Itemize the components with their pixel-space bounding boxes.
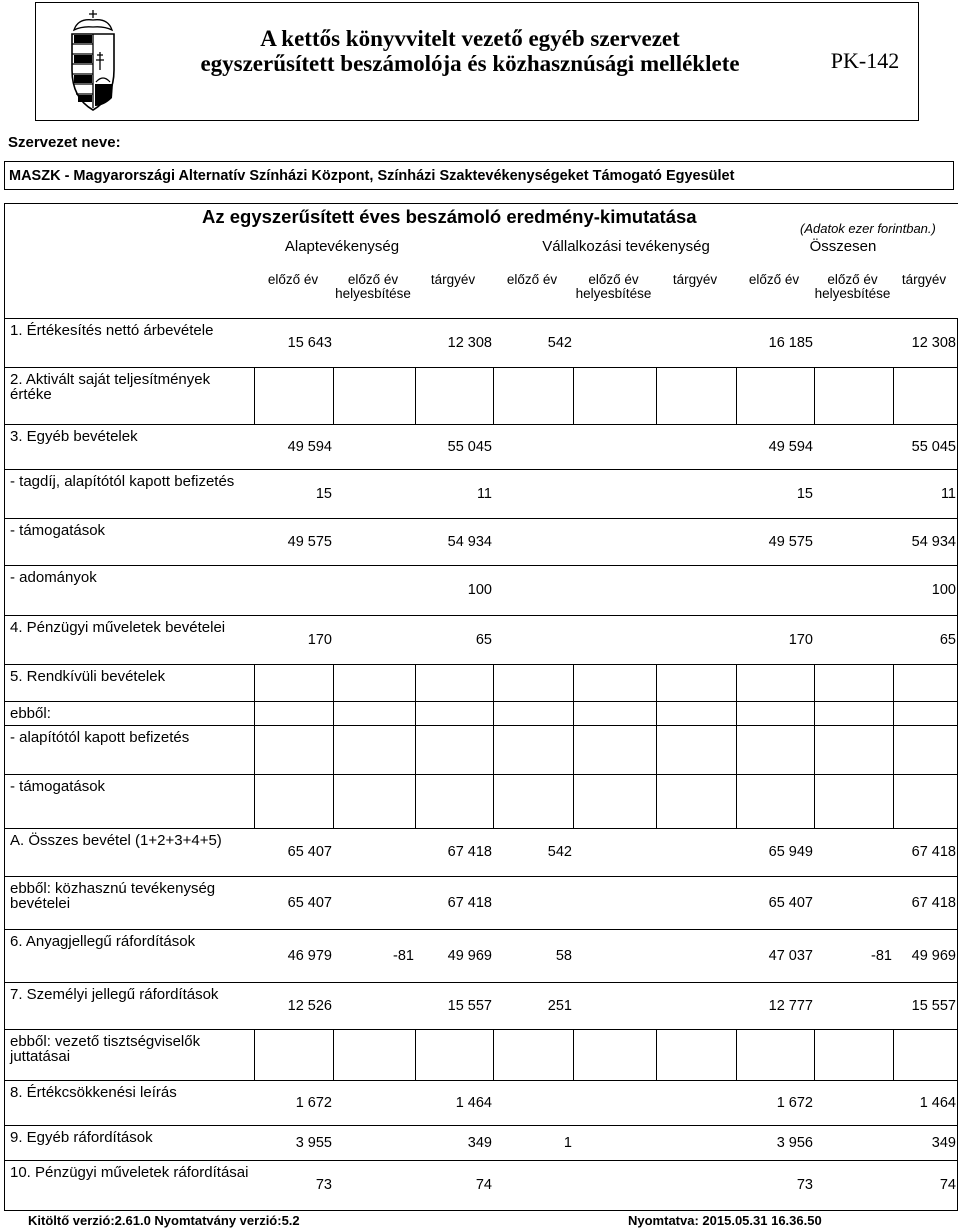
row-label: 1. Értékesítés nettó árbevétele	[10, 322, 214, 339]
cell-value: 49 969	[447, 948, 492, 964]
row-label: ebből: vezető tisztségviselők juttatásai	[10, 1033, 201, 1065]
row-label: 5. Rendkívüli bevételek	[10, 668, 166, 685]
row-divider	[4, 615, 958, 616]
column-header	[890, 273, 958, 287]
unit-note: (Adatok ezer forintban.)	[800, 221, 936, 236]
cell-divider	[573, 774, 574, 828]
cell-divider	[893, 1029, 894, 1080]
cell-divider	[333, 725, 334, 774]
row-divider	[4, 424, 958, 425]
cell-divider	[333, 664, 334, 701]
cell-divider	[893, 774, 894, 828]
cell-divider	[656, 1029, 657, 1080]
row-divider	[4, 469, 958, 470]
group-header-business: Vállalkozási tevékenység	[542, 238, 710, 255]
table-title: Az egyszerűsített éves beszámoló eredmény-kimutatása	[202, 206, 697, 227]
cell-divider	[656, 367, 657, 424]
row-divider	[4, 1160, 958, 1161]
cell-value: 46 979	[287, 948, 332, 964]
cell-value: 67 418	[911, 895, 956, 911]
cell-divider	[957, 367, 958, 424]
cell-divider	[736, 664, 737, 701]
cell-divider	[656, 774, 657, 828]
cell-value: 55 045	[447, 439, 492, 455]
cell-value: 47 037	[768, 948, 813, 964]
column-header	[252, 273, 334, 287]
row-label: ebből:	[10, 705, 51, 722]
column-header-line1: előző év	[347, 272, 399, 287]
cell-divider	[957, 664, 958, 701]
cell-value: 74	[939, 1177, 956, 1193]
column-header	[733, 273, 815, 287]
cell-divider	[957, 701, 958, 725]
column-header-line1: tárgyév	[901, 272, 947, 287]
row-divider	[4, 929, 958, 930]
cell-divider	[573, 367, 574, 424]
cell-value: 65 949	[768, 844, 813, 860]
row-label: 3. Egyéb bevételek	[10, 428, 138, 445]
cell-divider	[893, 664, 894, 701]
column-header-line1: előző év	[748, 272, 800, 287]
cell-value: 65 407	[287, 895, 332, 911]
row-divider	[4, 565, 958, 566]
cell-value: 15	[315, 486, 332, 502]
row-label: 10. Pénzügyi műveletek ráfordításai	[10, 1164, 249, 1181]
cell-divider	[333, 367, 334, 424]
cell-divider	[814, 725, 815, 774]
column-header	[490, 273, 574, 287]
cell-value: 12 526	[287, 998, 332, 1014]
cell-divider	[656, 664, 657, 701]
cell-divider	[493, 725, 494, 774]
row-divider	[4, 876, 958, 877]
row-label: ebből: közhasznú tevékenység bevételei	[10, 880, 216, 912]
cell-divider	[656, 725, 657, 774]
cell-divider	[814, 701, 815, 725]
row-label: 9. Egyéb ráfordítások	[10, 1129, 153, 1146]
column-header-line1: előző év	[506, 272, 558, 287]
cell-divider	[493, 701, 494, 725]
cell-value: 16 185	[768, 335, 813, 351]
organization-name: MASZK - Magyarországi Alternatív Színházi Központ, Színházi Szaktevékenységeket Támogató Egyesület	[4, 161, 954, 190]
cell-value: 1 672	[776, 1095, 813, 1111]
cell-divider	[893, 701, 894, 725]
document-title-line1: A kettős könyvvitelt vezető egyéb szervezet	[260, 26, 680, 51]
cell-divider	[957, 725, 958, 774]
cell-divider	[957, 1029, 958, 1080]
cell-divider	[736, 367, 737, 424]
cell-value: 54 934	[447, 534, 492, 550]
row-label: 8. Értékcsökkenési leírás	[10, 1084, 177, 1101]
cell-value: 1 464	[919, 1095, 956, 1111]
cell-value: 1 464	[455, 1095, 492, 1111]
row-divider	[4, 518, 958, 519]
form-code: PK-142	[830, 48, 900, 73]
cell-divider	[736, 1029, 737, 1080]
cell-value: 100	[467, 582, 492, 598]
row-divider	[4, 1125, 958, 1126]
cell-value: 3 955	[295, 1135, 332, 1151]
row-label: - adományok	[10, 569, 97, 586]
cell-value: 58	[555, 948, 572, 964]
row-label: 7. Személyi jellegű ráfordítások	[10, 986, 219, 1003]
cell-value: 15	[796, 486, 813, 502]
cell-divider	[415, 701, 416, 725]
column-header-line2: helyesbítése	[575, 286, 652, 301]
footer-version: Kitöltő verzió:2.61.0 Nyomtatvány verzió:5.2	[28, 1213, 300, 1228]
document-title-line2: egyszerűsített beszámolója és közhasznúsági melléklete	[200, 51, 740, 76]
cell-value: 65 407	[768, 895, 813, 911]
cell-value: 49 594	[768, 439, 813, 455]
cell-value: 55 045	[911, 439, 956, 455]
organization-label: Szervezet neve:	[8, 134, 121, 151]
column-header	[653, 273, 737, 287]
column-header-line1: előző év	[267, 272, 319, 287]
cell-divider	[415, 1029, 416, 1080]
cell-divider	[957, 774, 958, 828]
cell-value: 1	[563, 1135, 572, 1151]
cell-divider	[415, 725, 416, 774]
column-header-line2: helyesbítése	[814, 286, 891, 301]
column-header-line1: tárgyév	[672, 272, 718, 287]
cell-divider	[573, 1029, 574, 1080]
row-divider	[4, 982, 958, 983]
row-label: 2. Aktivált saját teljesítmények értéke	[10, 371, 211, 403]
cell-value: 65	[475, 632, 492, 648]
cell-value: 15 557	[447, 998, 492, 1014]
cell-divider	[736, 774, 737, 828]
cell-divider	[736, 701, 737, 725]
cell-value: 65	[939, 632, 956, 648]
column-header	[570, 273, 657, 301]
cell-divider	[333, 1029, 334, 1080]
cell-value: 74	[475, 1177, 492, 1193]
row-label: A. Összes bevétel (1+2+3+4+5)	[10, 832, 222, 849]
column-header-line1: tárgyév	[430, 272, 476, 287]
cell-value: 65 407	[287, 844, 332, 860]
cell-value: 251	[547, 998, 572, 1014]
cell-value: 49 969	[911, 948, 956, 964]
cell-value: 67 418	[911, 844, 956, 860]
cell-divider	[814, 774, 815, 828]
cell-value: 49 575	[768, 534, 813, 550]
cell-value: 73	[796, 1177, 813, 1193]
cell-divider	[573, 701, 574, 725]
cell-value: 349	[467, 1135, 492, 1151]
row-divider	[4, 318, 958, 319]
cell-value: 15 643	[287, 335, 332, 351]
row-label: 6. Anyagjellegű ráfordítások	[10, 933, 196, 950]
row-label: - alapítótól kapott befizetés	[10, 729, 190, 746]
column-header	[330, 273, 416, 301]
cell-divider	[814, 367, 815, 424]
row-label: - támogatások	[10, 778, 106, 795]
cell-value: 170	[788, 632, 813, 648]
cell-divider	[814, 664, 815, 701]
cell-value: 100	[931, 582, 956, 598]
cell-value: -81	[871, 948, 892, 964]
cell-value: 170	[307, 632, 332, 648]
row-divider	[4, 1080, 958, 1081]
row-divider	[4, 828, 958, 829]
cell-value: 67 418	[447, 895, 492, 911]
cell-divider	[415, 664, 416, 701]
cell-value: 542	[547, 844, 572, 860]
row-label: 4. Pénzügyi műveletek bevételei	[10, 619, 226, 636]
cell-divider	[333, 701, 334, 725]
cell-value: 12 308	[447, 335, 492, 351]
cell-divider	[736, 725, 737, 774]
cell-divider	[656, 701, 657, 725]
cell-value: -81	[393, 948, 414, 964]
cell-divider	[493, 367, 494, 424]
footer-printed: Nyomtatva: 2015.05.31 16.36.50	[628, 1213, 822, 1228]
cell-divider	[415, 774, 416, 828]
column-header	[811, 273, 894, 301]
cell-value: 349	[931, 1135, 956, 1151]
row-label: - tagdíj, alapítótól kapott befizetés	[10, 473, 235, 490]
cell-divider	[333, 774, 334, 828]
cell-value: 12 777	[768, 998, 813, 1014]
cell-value: 3 956	[776, 1135, 813, 1151]
cell-divider	[493, 664, 494, 701]
group-header-basic: Alaptevékenység	[284, 238, 400, 255]
cell-divider	[573, 725, 574, 774]
column-header	[412, 273, 494, 287]
row-divider	[4, 1210, 958, 1211]
cell-value: 11	[940, 486, 956, 502]
cell-divider	[415, 367, 416, 424]
cell-value: 73	[315, 1177, 332, 1193]
cell-divider	[814, 1029, 815, 1080]
column-header-line1: előző év	[588, 272, 639, 287]
cell-value: 15 557	[911, 998, 956, 1014]
cell-divider	[493, 774, 494, 828]
column-header-line1: előző év	[827, 272, 878, 287]
cell-value: 67 418	[447, 844, 492, 860]
cell-value: 1 672	[295, 1095, 332, 1111]
cell-divider	[893, 725, 894, 774]
cell-value: 11	[476, 486, 492, 502]
hungarian-coat-of-arms-icon	[60, 8, 126, 114]
row-label: - támogatások	[10, 522, 106, 539]
column-header-line2: helyesbítése	[335, 286, 411, 301]
document-title	[140, 26, 800, 76]
cell-value: 49 575	[287, 534, 332, 550]
cell-divider	[573, 664, 574, 701]
cell-value: 54 934	[911, 534, 956, 550]
cell-divider	[493, 1029, 494, 1080]
cell-value: 12 308	[911, 335, 956, 351]
cell-value: 49 594	[287, 439, 332, 455]
cell-value: 542	[547, 335, 572, 351]
group-header-total: Összesen	[809, 238, 877, 255]
cell-divider	[893, 367, 894, 424]
